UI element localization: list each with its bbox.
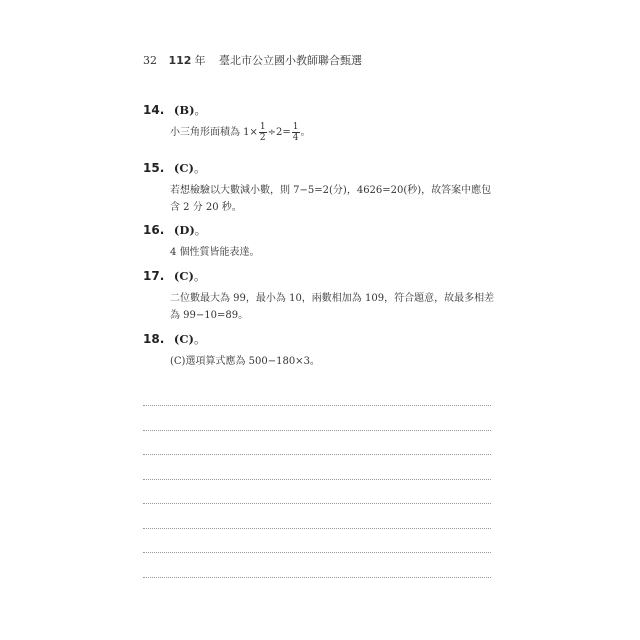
question-15: [143, 160, 498, 216]
explanation-text-before: 小三角形面積為 1×: [170, 127, 258, 138]
question-answer: (C): [173, 332, 194, 346]
question-14: [143, 102, 498, 143]
answer-mark: 。: [194, 103, 207, 117]
question-explanation: (C)選項算式應為 500−180×3。: [170, 356, 320, 367]
fraction-denominator: 2: [259, 133, 266, 143]
note-line: [143, 528, 491, 529]
question-number: 18.: [143, 332, 165, 346]
explanation-text-mid: ÷2=: [267, 127, 291, 138]
note-line: [143, 577, 491, 578]
question-answer: (B): [173, 103, 195, 117]
question-number: 16.: [143, 223, 165, 237]
header-year: 112: [168, 54, 192, 67]
question-explanation: [170, 122, 498, 143]
answer-mark: 。: [193, 332, 206, 346]
note-line: [143, 503, 491, 504]
question-answer: (C): [173, 269, 194, 283]
question-explanation: 4 個性質皆能表達。: [170, 247, 260, 258]
fraction-one-half: [259, 122, 267, 143]
page-number: 32: [143, 54, 157, 67]
page-header: [143, 52, 362, 68]
header-title: 臺北市公立國小教師聯合甄選: [218, 54, 362, 67]
question-number: 15.: [143, 161, 165, 175]
note-line: [143, 405, 491, 406]
note-line: [143, 454, 491, 455]
fraction-denominator: 4: [292, 133, 299, 143]
answer-mark: 。: [193, 269, 206, 283]
explanation-text-after: 。: [300, 127, 311, 138]
note-lines: [143, 405, 491, 601]
answer-mark: 。: [194, 223, 207, 237]
question-number: 17.: [143, 269, 165, 283]
note-line: [143, 430, 491, 431]
answer-mark: 。: [193, 161, 206, 175]
question-18: [143, 331, 498, 370]
note-line: [143, 479, 491, 480]
question-explanation: 若想檢驗以大數減小數，則 7−5=2(分)，4626=20(秒)，故答案中應包含 2 分 20 秒。: [170, 185, 492, 213]
fraction-numerator: 1: [259, 122, 266, 132]
question-answer: (D): [173, 223, 195, 237]
fraction-one-quarter: [292, 122, 300, 143]
question-answer: (C): [173, 161, 194, 175]
header-year-suffix: 年: [194, 54, 206, 67]
note-line: [143, 552, 491, 553]
question-17: [143, 268, 498, 324]
fraction-numerator: 1: [292, 122, 299, 132]
question-16: [143, 222, 498, 261]
question-number: 14.: [143, 103, 165, 117]
question-explanation: 二位數最大為 99，最小為 10，兩數相加為 109，符合題意，故最多相差為 99−10=89。: [170, 293, 495, 321]
